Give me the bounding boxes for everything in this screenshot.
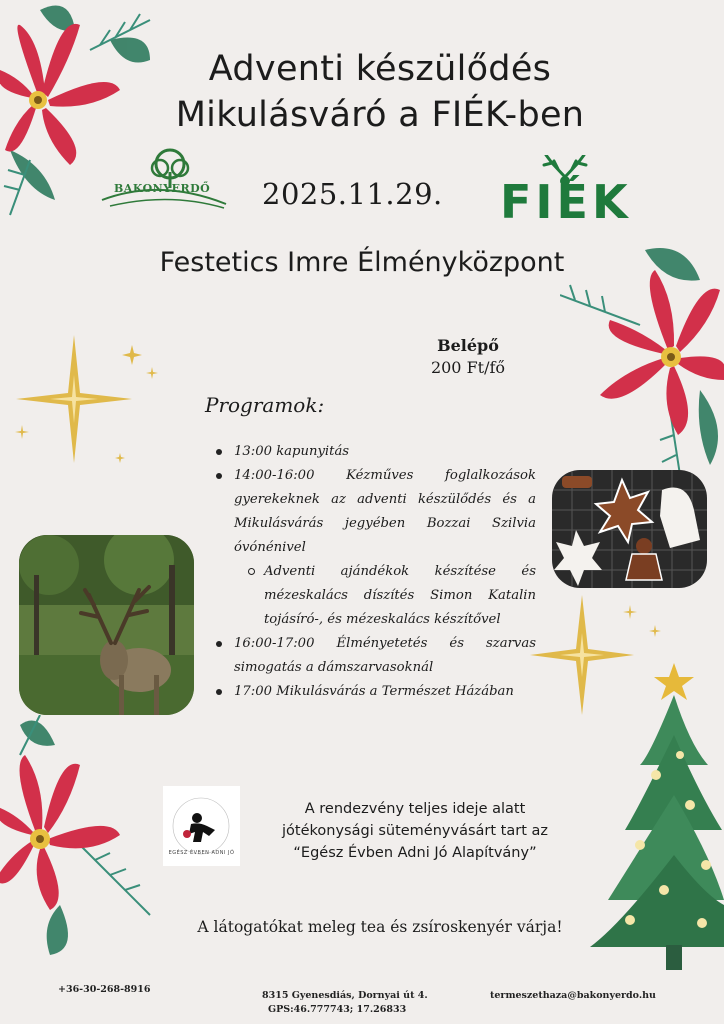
- charity-line-3: “Egész Évben Adni Jó Alapítvány”: [293, 845, 537, 861]
- program-subitem: Adventi ajándékok készítése és mézeskalács díszítés Simon Katalin tojásíró-, és mézeskalács készítővel: [234, 560, 536, 632]
- tea-note: A látogatókat meleg tea és zsíroskenyér várja!: [197, 918, 563, 936]
- program-item: 16:00-17:00 Élményetetés és szarvas simogatás a dámszarvasoknál: [234, 632, 536, 680]
- bakonyerdo-wordmark: BAKONYERDŐ: [114, 182, 211, 195]
- footer-email[interactable]: termeszethaza@bakonyerdo.hu: [490, 990, 656, 1001]
- program-item: 17:00 Mikulásvárás a Természet Házában: [234, 680, 536, 704]
- program-list: [234, 440, 536, 704]
- entry-price: 200 Ft/fő: [430, 358, 506, 377]
- charity-text: [250, 798, 580, 864]
- deer-image: [19, 535, 194, 715]
- charity-line-2: jótékonysági süteményvásárt tart az: [282, 823, 548, 839]
- fiek-logo: [500, 155, 645, 230]
- gingerbread-photo: [552, 470, 707, 588]
- bakonyerdo-logo: [100, 148, 230, 218]
- event-date: 2025.11.29.: [262, 177, 443, 211]
- charity-line-1: A rendezvény teljes ideje alatt: [304, 801, 526, 817]
- venue-name: Festetics Imre Élményközpont: [159, 247, 565, 278]
- program-item: 13:00 kapunyitás: [234, 440, 536, 464]
- footer-phone[interactable]: +36-30-268-8916: [58, 984, 151, 995]
- fiek-wordmark: FIÉK: [500, 175, 632, 229]
- gingerbread-image: [552, 470, 707, 588]
- footer-gps: GPS:46.777743; 17.26833: [268, 1004, 407, 1015]
- title-line-2: Mikulásváró a FIÉK-ben: [175, 95, 585, 135]
- title-line-1: Adventi készülődés: [208, 49, 552, 89]
- program-item: 14:00-16:00 Kézműves foglalkozások gyerekeknek az adventi készülődés és a Mikulásvárás jegyében Bozzai Szilvia óvónénivel: [234, 464, 536, 560]
- charity-logo: [163, 786, 240, 866]
- entry-label: Belépő: [437, 336, 499, 355]
- footer-address: 8315 Gyenesdiás, Dornyai út 4.: [262, 990, 428, 1001]
- event-title: [18, 46, 724, 138]
- charity-ring-text: EGÉSZ ÉVBEN ADNI JÓ: [168, 850, 235, 856]
- deer-photo: [19, 535, 194, 715]
- gold-star-left: [12, 335, 162, 470]
- programs-heading: Programok:: [205, 393, 325, 417]
